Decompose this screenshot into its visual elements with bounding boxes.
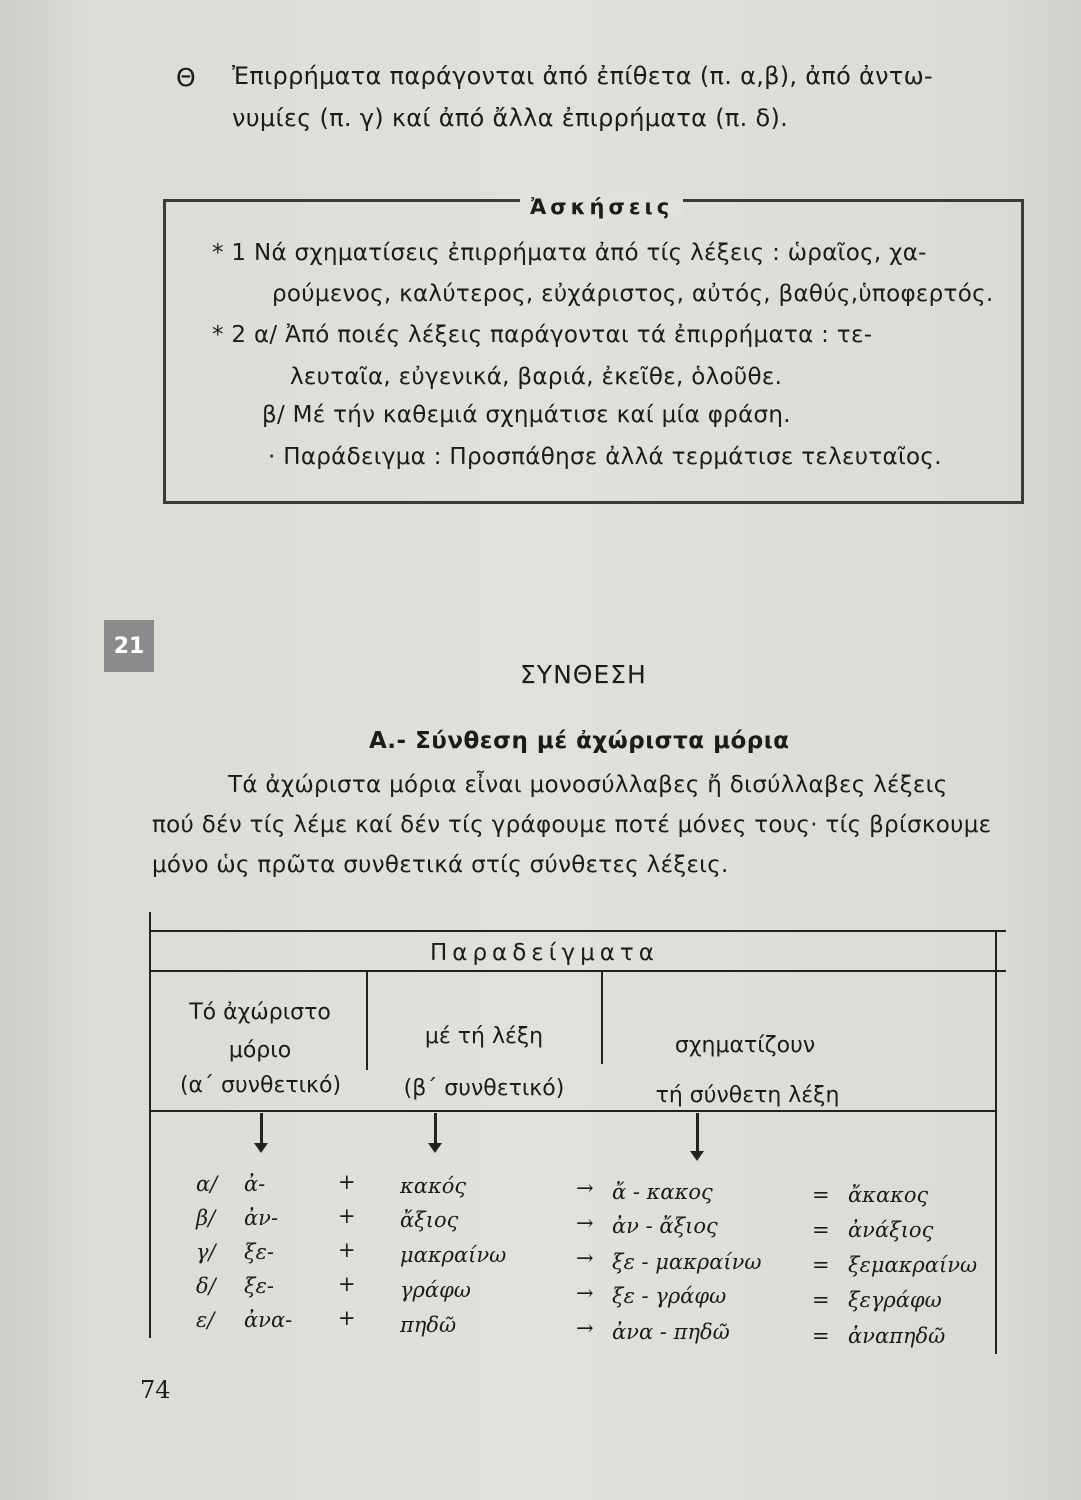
section-subtitle: Α.- Σύνθεση μέ ἀχώριστα μόρια [369,728,790,754]
paragraph-line-1: Τά ἀχώριστα μόρια εἶναι μονοσύλλαβες ἤ δισύλλαβες λέξεις [228,772,948,798]
paragraph-line-3: μόνο ὡς πρῶτα συνθετικά στίς σύνθετες λέξεις. [152,852,729,878]
arrow-down-icon [434,1113,437,1145]
chapter-number-badge: 21 [104,620,154,672]
exercise-1-line-1: * 1 Νά σχηματίσεις ἐπιρρήματα ἀπό τίς λέξεις : ὡραῖος, χα- [212,240,927,266]
col-1-header-line-3: (α΄ συνθετικό) [179,1073,342,1098]
plus-sign: + [338,1272,356,1296]
row-word: κακός [400,1174,467,1198]
row-particle: ἀ- [244,1172,266,1196]
equals-sign: = [812,1253,830,1277]
row-word: γράφω [400,1278,471,1302]
row-particle: ἀν- [244,1206,279,1230]
right-arrow-icon: → [576,1246,594,1270]
equals-sign: = [812,1218,830,1242]
plus-sign: + [338,1238,356,1262]
section-marker-theta: Θ [176,63,196,92]
exercise-example: · Παράδειγμα : Προσπάθησε ἀλλά τερμάτισε τελευταῖος. [268,444,942,470]
page-number: 74 [140,1376,171,1404]
arrow-down-icon [260,1113,263,1145]
col-1-header-line-2: μόριο [228,1038,292,1063]
exercise-2-line-1: * 2 α/ Ἀπό ποιές λέξεις παράγονται τά ἐπιρρήματα : τε- [212,322,873,348]
col-1-header-line-1: Τό ἀχώριστο [189,1000,331,1025]
row-label: δ/ [196,1274,216,1298]
col-3-header-line-2: τή σύνθετη λέξη [655,1083,840,1108]
exercises-title: Ἀσκήσεις [520,195,683,219]
exercise-1-line-2: ρούμενος, καλύτερος, εὐχάριστος, αὐτός, βαθύς,ὑποφερτός. [272,281,994,307]
right-arrow-icon: → [576,1281,594,1305]
exercise-2-b: β/ Μέ τήν καθεμιά σχημάτισε καί μία φράση. [262,402,791,428]
plus-sign: + [338,1204,356,1228]
row-result: ξεγράφω [848,1288,942,1312]
row-particle: ξε- [244,1274,274,1298]
equals-sign: = [812,1288,830,1312]
col-3-header-line-1: σχηματίζουν [674,1033,816,1058]
row-particle: ἀνα- [244,1308,293,1332]
table-title: Παραδείγματα [430,940,659,966]
row-label: β/ [196,1206,216,1230]
row-split: ἀνα - πηδῶ [612,1320,730,1344]
equals-sign: = [812,1183,830,1207]
row-label: ε/ [196,1308,215,1332]
plus-sign: + [338,1170,356,1194]
paragraph-line-2: πού δέν τίς λέμε καί δέν τίς γράφουμε ποτέ μόνες τους· τίς βρίσκουμε [152,812,992,838]
row-split: ἄ - κακος [612,1180,713,1204]
row-word: μακραίνω [400,1243,507,1267]
row-label: γ/ [196,1240,216,1264]
row-word: πηδῶ [400,1313,457,1337]
row-split: ξε - μακραίνω [612,1250,762,1274]
row-split: ἀν - ἄξιος [612,1214,718,1238]
right-arrow-icon: → [576,1316,594,1340]
row-split: ξε - γράφω [612,1284,727,1308]
row-result: ἄκακος [848,1183,929,1207]
row-label: α/ [196,1172,218,1196]
chapter-title: ΣΥΝΘΕΣΗ [520,660,647,689]
intro-line-2: νυμίες (π. γ) καί ἀπό ἄλλα ἐπιρρήματα (π. δ). [232,104,789,132]
plus-sign: + [338,1306,356,1330]
row-result: ξεμακραίνω [848,1253,978,1277]
right-arrow-icon: → [576,1176,594,1200]
col-2-header-line-2: (β΄ συνθετικό) [403,1076,565,1101]
col-2-header-line-1: μέ τή λέξη [424,1024,544,1049]
row-word: ἄξιος [400,1208,459,1232]
row-result: ἀναπηδῶ [848,1324,946,1348]
right-arrow-icon: → [576,1211,594,1235]
exercise-2-line-2: λευταῖα, εὐγενικά, βαριά, ἐκεῖθε, ὁλοῦθε. [290,364,783,390]
row-result: ἀνάξιος [848,1218,934,1242]
row-particle: ξε- [244,1240,274,1264]
arrow-down-icon [696,1113,699,1153]
equals-sign: = [812,1324,830,1348]
intro-line-1: Ἐπιρρήματα παράγονται ἀπό ἐπίθετα (π. α,β), ἀπό ἀντω- [232,62,933,90]
